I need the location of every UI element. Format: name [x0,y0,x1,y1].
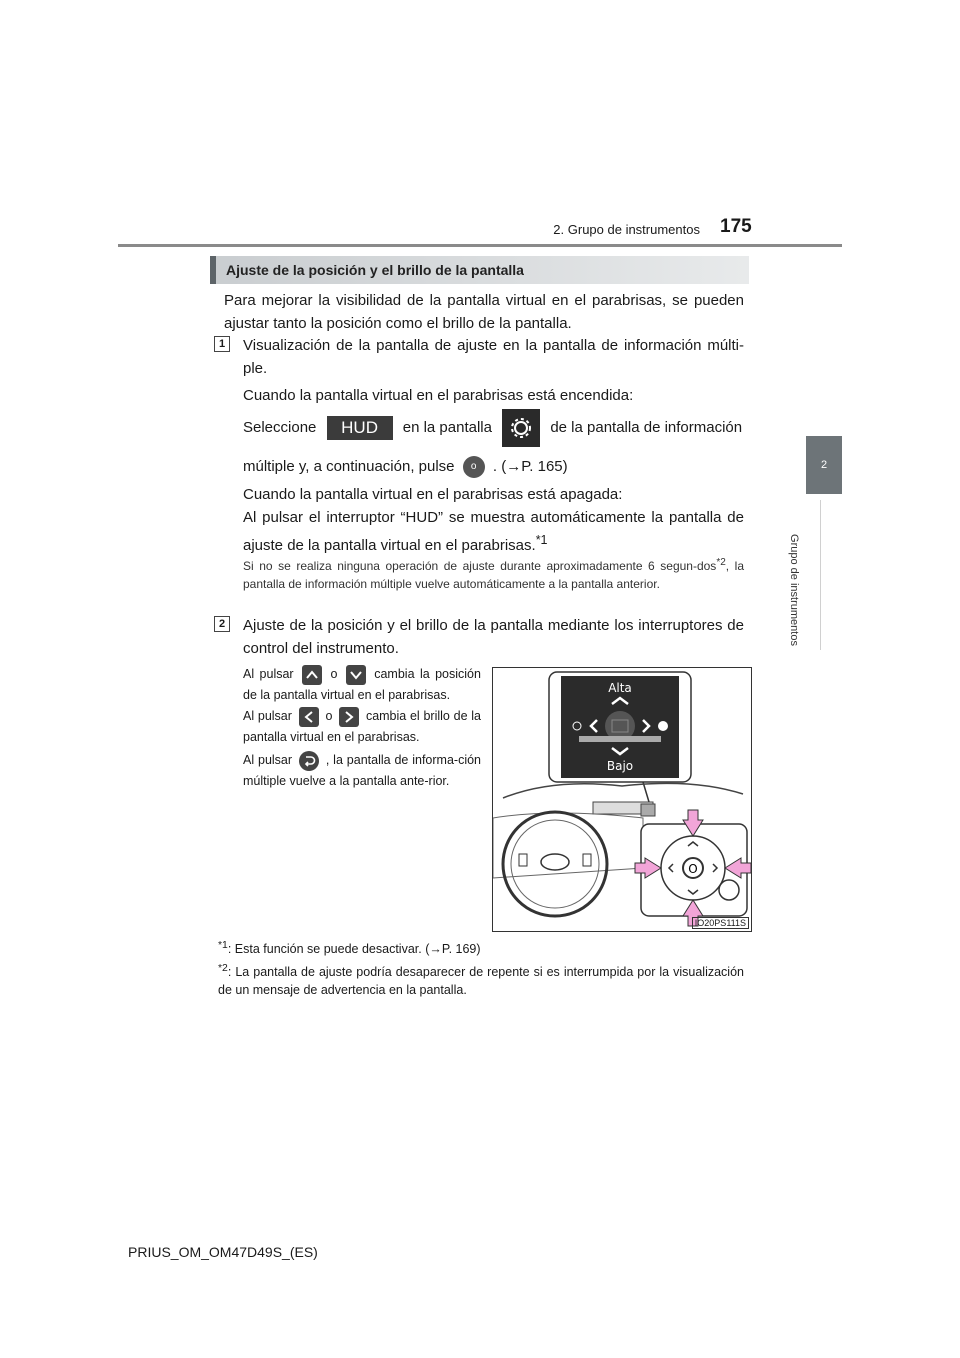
chapter-label-text: Grupo de instrumentos [788,534,800,646]
chapter-tab: 2 [806,436,842,494]
side-divider [820,500,821,650]
pos-or: o [330,667,338,681]
section-heading [210,256,749,284]
off-text: Al pulsar el interruptor “HUD” se muestra automáticamente la pantalla de ajuste de la pantalla virtual en el parabrisas. [243,509,744,554]
step-2-position-text [243,664,481,705]
pos-text-a: Al pulsar [243,667,294,681]
chapter-label [782,530,806,650]
footnote-ref-2: *2 [716,557,726,568]
note-text-b: , la pantalla de información múltiple vuelve automáticamente a la pantalla anterior. [243,559,744,591]
step-1-off-text [243,506,744,557]
left-switch-icon [299,707,319,727]
screen-bajo-label: Bajo [606,759,634,773]
up-switch-icon [302,665,322,685]
step-1-condition-on: Cuando la pantalla virtual en el parabrisas está encendida: [243,387,634,404]
ok-button-icon: o [463,456,485,478]
select-text-c: de la pantalla de información [550,419,743,436]
screen-alta-label: Alta [608,681,632,695]
step-2-title: Ajuste de la posición y el brillo de la pantalla mediante los interruptores de control del instrumento. [243,617,744,657]
settings-gear-icon [502,409,540,447]
step-1-marker: 1 [214,336,230,352]
hud-menu-button: HUD [327,416,393,440]
step-2-back-text [243,750,481,791]
figure-code: IO20PS111S [692,917,749,929]
back-text-b: , la pantalla de informa-ción múltiple vuelve a la pantalla ante-rior. [243,753,482,788]
footnote-2-text: : La pantalla de ajuste podría desaparecer de repente si es interrumpida por la visualización de un mensaje de advertencia en la pantalla. [218,965,744,998]
select-text-b: en la pantalla [402,419,492,436]
hud-adjustment-figure [492,667,752,932]
bri-text-a: Al pulsar [243,709,292,723]
step-1-title: Visualización de la pantalla de ajuste en la pantalla de información múlti-ple. [243,337,744,377]
press-text-b: . (→P. 165) [492,458,568,475]
step-2-brightness-text [243,706,481,747]
step-1-condition-off: Cuando la pantalla virtual en el parabrisas está apagada: [243,486,623,503]
bri-or: o [325,709,333,723]
document-footer-code: PRIUS_OM_OM47D49S_(ES) [128,1244,318,1260]
right-switch-icon [339,707,359,727]
section-heading-bar [210,256,216,284]
footnote-2-mark: *2 [218,963,228,974]
back-text-a: Al pulsar [243,753,293,767]
header-section-title: 2. Grupo de instrumentos [553,222,700,237]
footnote-ref-1: *1 [535,533,548,547]
section-heading-text: Ajuste de la posición y el brillo de la pantalla [226,262,524,278]
step-1-select-line [243,408,744,448]
down-switch-icon [346,665,366,685]
step-2-marker: 2 [214,616,230,632]
step-1-press-line [243,455,744,479]
pos-text-b: cambia la posición de la pantalla virtual en el parabrisas. [243,667,481,702]
press-text-a: múltiple y, a continuación, pulse [243,458,455,475]
footnote-2 [218,960,744,999]
header-rule [118,244,842,247]
footnote-1-text: : Esta función se puede desactivar. (→P. 169) [227,942,481,957]
page-number: 175 [720,216,752,237]
intro-paragraph: Para mejorar la visibilidad de la pantalla virtual en el parabrisas, se pueden ajustar tanto la posición como el brillo de la pantalla. [224,292,744,332]
note-text-a: Si no se realiza ninguna operación de ajuste durante aproximadamente 6 segun-dos [243,559,717,573]
switch-ok-glyph: O [688,862,698,876]
step-1-note [243,554,744,593]
bri-text-b: cambia el brillo de la pantalla virtual en el parabrisas. [243,709,482,744]
footnote-1 [218,937,744,958]
back-switch-icon [299,751,319,771]
select-text-a: Seleccione [243,419,317,436]
figure-illustration [493,668,751,931]
footnote-1-mark: *1 [218,940,228,951]
